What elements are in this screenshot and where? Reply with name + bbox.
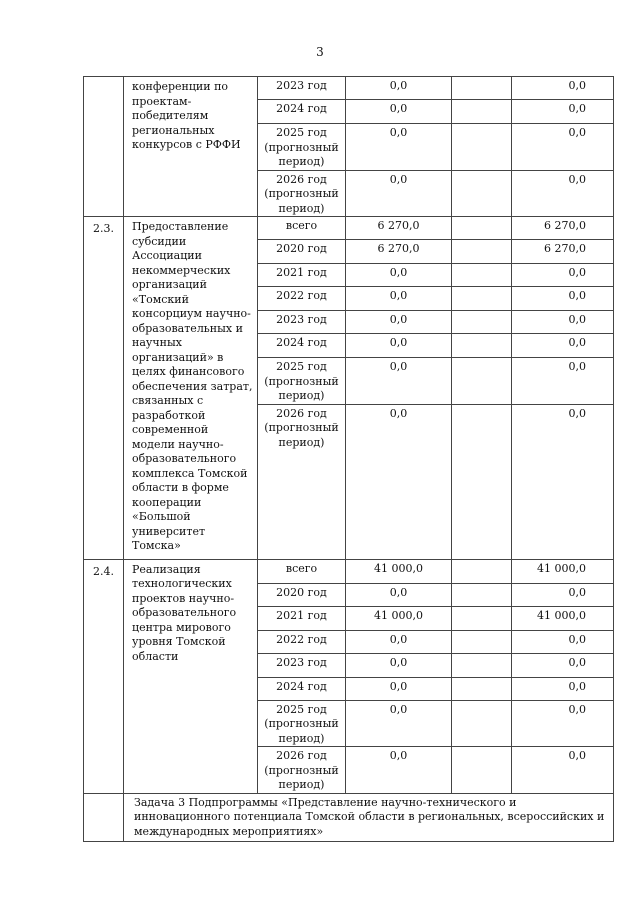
amount-regional-cell: 0,0 (512, 77, 614, 100)
task-num-cell (84, 793, 124, 842)
amount-empty-cell (452, 240, 512, 264)
period-cell: 2025 год (прогнозный период) (258, 700, 346, 747)
amount-regional-cell: 0,0 (512, 630, 614, 653)
amount-regional-cell: 0,0 (512, 358, 614, 405)
period-cell: 2023 год (258, 77, 346, 100)
period-cell: 2025 год (прогнозный период) (258, 124, 346, 171)
amount-regional-cell: 6 270,0 (512, 240, 614, 264)
period-cell: 2020 год (258, 240, 346, 264)
amount-empty-cell (452, 170, 512, 217)
period-cell: 2022 год (258, 287, 346, 311)
period-cell: 2022 год (258, 630, 346, 653)
table-row (84, 217, 614, 240)
amount-total-cell: 6 270,0 (346, 240, 452, 264)
period-cell: 2023 год (258, 653, 346, 677)
amount-regional-cell: 41 000,0 (512, 559, 614, 583)
period-cell: 2021 год (258, 264, 346, 287)
amount-regional-cell: 0,0 (512, 287, 614, 311)
amount-empty-cell (452, 653, 512, 677)
period-cell: 2026 год (прогнозный период) (258, 404, 346, 559)
amount-empty-cell (452, 100, 512, 124)
amount-regional-cell: 0,0 (512, 264, 614, 287)
amount-empty-cell (452, 311, 512, 334)
amount-empty-cell (452, 124, 512, 171)
amount-regional-cell: 0,0 (512, 404, 614, 559)
amount-total-cell: 6 270,0 (346, 217, 452, 240)
period-cell: 2026 год (прогнозный период) (258, 747, 346, 794)
task-row (84, 793, 614, 842)
table-row (84, 559, 614, 583)
amount-empty-cell (452, 559, 512, 583)
amount-total-cell: 0,0 (346, 77, 452, 100)
amount-regional-cell: 0,0 (512, 170, 614, 217)
amount-total-cell: 41 000,0 (346, 559, 452, 583)
amount-total-cell: 0,0 (346, 170, 452, 217)
period-cell: 2024 год (258, 100, 346, 124)
amount-regional-cell: 6 270,0 (512, 217, 614, 240)
amount-empty-cell (452, 404, 512, 559)
amount-empty-cell (452, 334, 512, 358)
period-cell: всего (258, 217, 346, 240)
amount-total-cell: 0,0 (346, 311, 452, 334)
amount-empty-cell (452, 606, 512, 630)
amount-total-cell: 0,0 (346, 747, 452, 794)
amount-empty-cell (452, 77, 512, 100)
amount-regional-cell: 41 000,0 (512, 606, 614, 630)
page-number: 3 (316, 45, 324, 59)
amount-empty-cell (452, 287, 512, 311)
task-title: Задача 3 Подпрограммы «Представление научно-технического и инновационного потенциала Томской области в региональных, всероссийских и международных мероприятиях» (124, 793, 614, 842)
period-cell: 2026 год (прогнозный период) (258, 170, 346, 217)
amount-total-cell: 0,0 (346, 124, 452, 171)
amount-empty-cell (452, 677, 512, 700)
period-cell: 2021 год (258, 606, 346, 630)
amount-total-cell: 0,0 (346, 358, 452, 405)
amount-total-cell: 0,0 (346, 700, 452, 747)
amount-regional-cell: 0,0 (512, 124, 614, 171)
period-cell: всего (258, 559, 346, 583)
amount-total-cell: 0,0 (346, 677, 452, 700)
item-number: 2.3. (84, 217, 124, 560)
period-cell: 2024 год (258, 334, 346, 358)
budget-table (83, 76, 614, 842)
amount-empty-cell (452, 700, 512, 747)
period-cell: 2023 год (258, 311, 346, 334)
table-row (84, 77, 614, 100)
amount-total-cell: 0,0 (346, 404, 452, 559)
amount-total-cell: 41 000,0 (346, 606, 452, 630)
amount-empty-cell (452, 358, 512, 405)
amount-regional-cell: 0,0 (512, 700, 614, 747)
amount-empty-cell (452, 583, 512, 606)
item-name: конференции по проектам-победителям региональных конкурсов с РФФИ (124, 77, 258, 217)
amount-regional-cell: 0,0 (512, 583, 614, 606)
amount-regional-cell: 0,0 (512, 747, 614, 794)
period-cell: 2025 год (прогнозный период) (258, 358, 346, 405)
amount-empty-cell (452, 747, 512, 794)
amount-total-cell: 0,0 (346, 100, 452, 124)
amount-regional-cell: 0,0 (512, 311, 614, 334)
period-cell: 2024 год (258, 677, 346, 700)
item-name: Реализация технологических проектов научно-образовательного центра мирового уровня Томской области (124, 559, 258, 793)
amount-empty-cell (452, 217, 512, 240)
item-number: 2.4. (84, 559, 124, 793)
amount-regional-cell: 0,0 (512, 653, 614, 677)
item-number (84, 77, 124, 217)
amount-empty-cell (452, 264, 512, 287)
item-name: Предоставление субсидии Ассоциации некоммерческих организаций «Томский консорциум научно-образовательных и научных организаций» в целях финансового обеспечения затрат, связанных с разработкой современной модели научно-образовательного комплекса Томской области в форме кооперации «Большой университет Томска» (124, 217, 258, 560)
amount-total-cell: 0,0 (346, 334, 452, 358)
amount-regional-cell: 0,0 (512, 677, 614, 700)
amount-total-cell: 0,0 (346, 583, 452, 606)
budget-table-body (84, 77, 614, 794)
amount-total-cell: 0,0 (346, 287, 452, 311)
amount-total-cell: 0,0 (346, 653, 452, 677)
amount-regional-cell: 0,0 (512, 334, 614, 358)
amount-total-cell: 0,0 (346, 630, 452, 653)
period-cell: 2020 год (258, 583, 346, 606)
amount-regional-cell: 0,0 (512, 100, 614, 124)
amount-empty-cell (452, 630, 512, 653)
amount-total-cell: 0,0 (346, 264, 452, 287)
